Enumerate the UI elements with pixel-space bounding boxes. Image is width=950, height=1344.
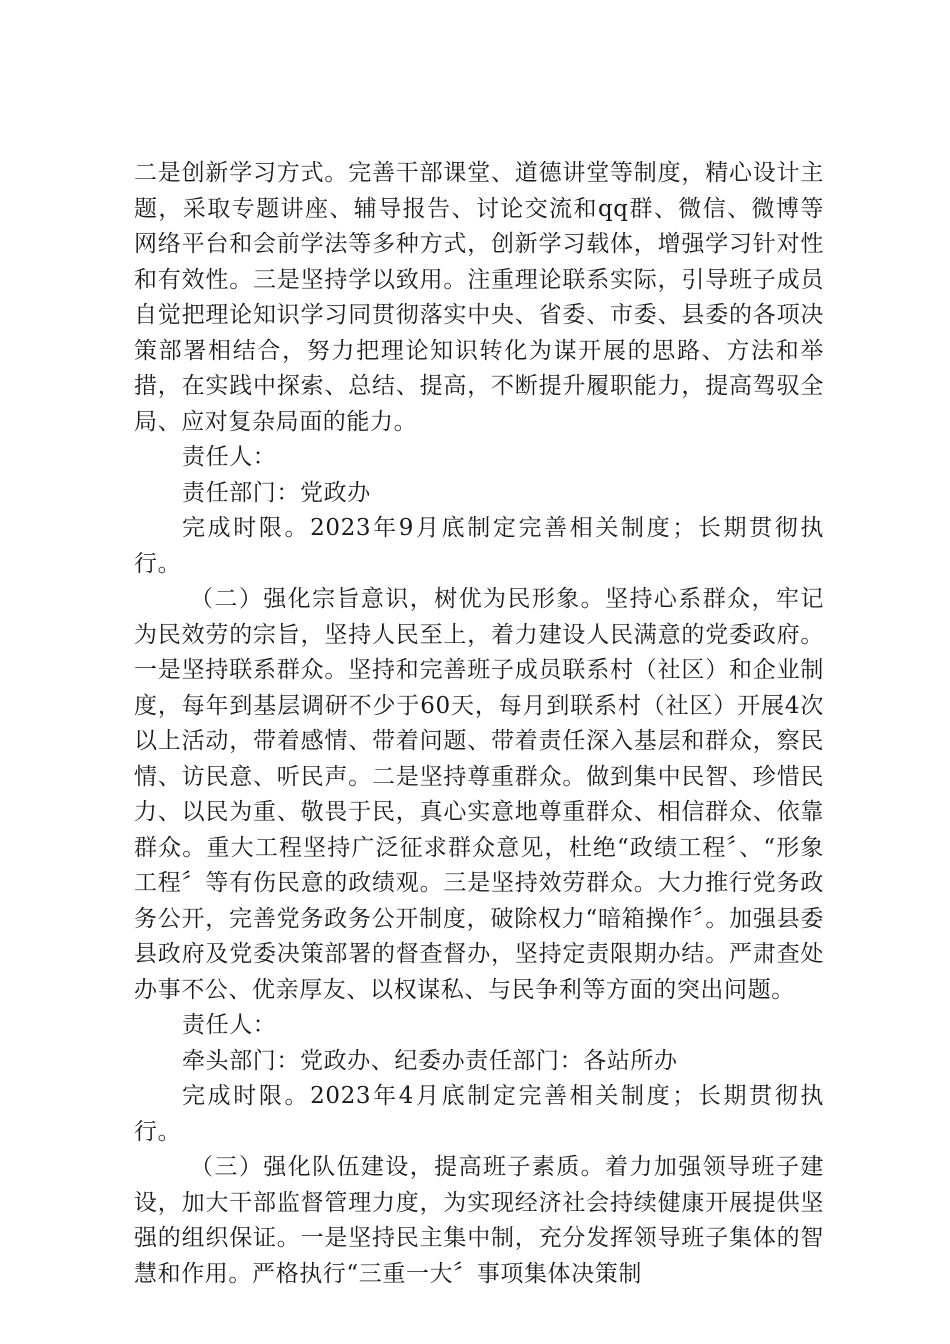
section-two-paragraph: （二）强化宗旨意识，树优为民形象。坚持心系群众，牢记为民效劳的宗旨，坚持人民至上，着力建设人民满意的党委政府。一是坚持联系群众。坚持和完善班子成员联系村（社区）和企业制度，每年到基层调研不少于60天，每月到联系村（社区）开展4次以上活动，带着感情、带着问题、带着责任深入基层和群众，察民情、访民意、听民声。二是坚持尊重群众。做到集中民智、珍惜民力、以民为重、敬畏于民，真心实意地尊重群众、相信群众、依靠群众。重大工程坚持广泛征求群众意见，杜绝“政绩工程〞、“形象工程〞等有伤民意的政绩观。三是坚持效劳群众。大力推行党务政务公开，完善党务政务公开制度，破除权力“暗箱操作〞。加强县委县政府及党委决策部署的督查督办，坚持定责限期办结。严肃查处办事不公、优亲厚友、以权谋私、与民争利等方面的突出问题。: [134, 586, 824, 1003]
paragraph-study-methods: 二是创新学习方式。完善干部课堂、道德讲堂等制度，精心设计主题，采取专题讲座、辅导报告、讨论交流和qq群、微信、微博等网络平台和会前学法等多种方式，创新学习载体，增强学习针对性和有效性。三是坚持学以致用。注重理论联系实际，引导班子成员自觉把理论知识学习同贯彻落实中央、省委、市委、县委的各项决策部署相结合，努力把理论知识转化为谋开展的思路、方法和举措，在实践中探索、总结、提高，不断提升履职能力，提高驾驭全局、应对复杂局面的能力。: [134, 160, 824, 435]
lead-and-responsible-department: 牵头部门：党政办、纪委办责任部门：各站所办: [182, 1047, 678, 1074]
document-body: [134, 156, 824, 1292]
responsible-person-label: 责任人：: [182, 444, 277, 470]
responsible-department: 责任部门：党政办: [182, 479, 371, 506]
section-three-paragraph: （三）强化队伍建设，提高班子素质。着力加强领导班子建设，加大干部监督管理力度，为实现经济社会持续健康开展提供坚强的组织保证。一是坚持民主集中制，充分发挥领导班子集体的智慧和作用。严格执行“三重一大〞事项集体决策制: [134, 1154, 824, 1287]
deadline: 完成时限。2023年9月底制定完善相关制度；长期贯彻执行。: [134, 515, 824, 577]
responsible-person-label: 责任人：: [182, 1012, 277, 1038]
deadline: 完成时限。2023年4月底制定完善相关制度；长期贯彻执行。: [134, 1083, 824, 1145]
